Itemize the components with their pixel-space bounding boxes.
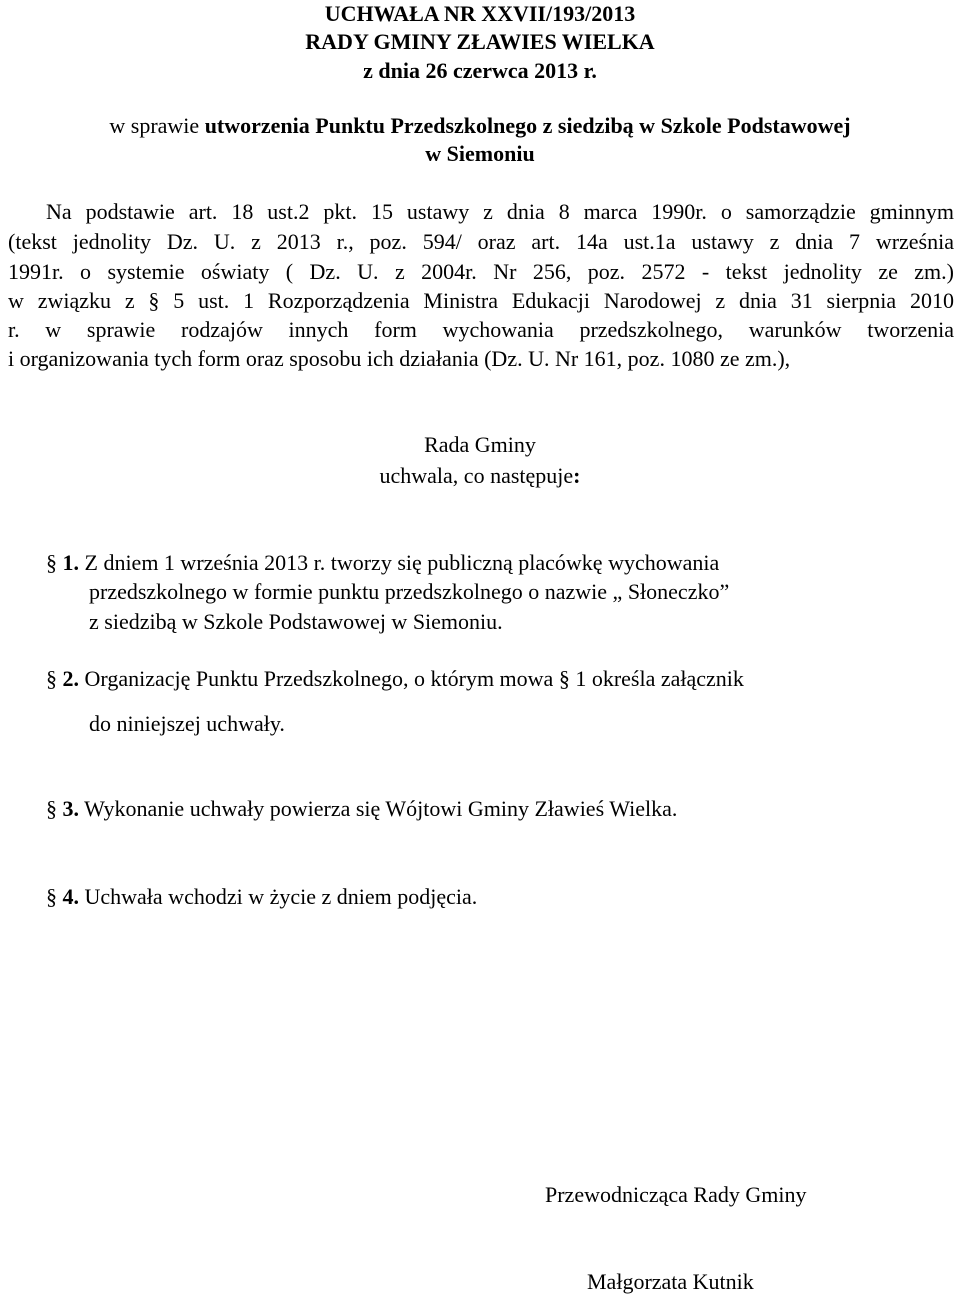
section-1: [46, 549, 719, 577]
resolution-number: UCHWAŁA NR XXVII/193/2013: [324, 1, 636, 26]
section-sign: §: [46, 796, 57, 821]
resolution-date: z dnia 26 czerwca 2013 r.: [363, 58, 597, 83]
council-label: Rada Gminy: [424, 432, 536, 457]
section-text: Z dniem 1 września 2013 r. tworzy się publiczną placówkę wychowania: [84, 550, 720, 575]
legal-basis-line: i organizowania tych form oraz sposobu ich działania (Dz. U. Nr 161, poz. 1080 ze zm.),: [8, 346, 791, 371]
section-number: 4.: [62, 884, 79, 909]
section-text: do niniejszej uchwały.: [89, 711, 285, 736]
legal-basis-line: w związku z § 5 ust. 1 Rozporządzenia Ministra Edukacji Narodowej z dnia 31 sierpnia 2010: [8, 288, 954, 313]
subject-title-part2: w Siemoniu: [425, 141, 535, 166]
section-text: przedszkolnego w formie punktu przedszkolnego o nazwie „ Słoneczko”: [89, 579, 730, 604]
section-2: [46, 665, 744, 693]
section-4: [46, 883, 477, 911]
section-number: 1.: [62, 550, 79, 575]
section-sign: §: [46, 884, 57, 909]
enacts-text: uchwala, co następuje: [379, 463, 574, 488]
section-3: [46, 795, 677, 823]
section-number: 2.: [62, 666, 79, 691]
subject-prefix: w sprawie: [109, 113, 205, 138]
legal-basis-line: 1991r. o systemie oświaty ( Dz. U. z 2004r. Nr 256, poz. 2572 - tekst jednolity ze zm.): [8, 259, 954, 284]
section-number: 3.: [62, 796, 79, 821]
section-sign: §: [46, 666, 57, 691]
signature-name: Małgorzata Kutnik: [587, 1269, 754, 1294]
legal-basis-line: Na podstawie art. 18 ust.2 pkt. 15 ustawy z dnia 8 marca 1990r. o samorządzie gminnym: [46, 199, 954, 224]
section-text: Wykonanie uchwały powierza się Wójtowi Gminy Zławieś Wielka.: [84, 796, 678, 821]
enacts-line: [0, 462, 960, 490]
council-name: RADY GMINY ZŁAWIES WIELKA: [305, 29, 655, 54]
subject-line: [0, 112, 960, 140]
section-text: Organizację Punktu Przedszkolnego, o którym mowa § 1 określa załącznik: [84, 666, 744, 691]
legal-basis-line: r. w sprawie rodzajów innych form wychowania przedszkolnego, warunków tworzenia: [8, 317, 954, 342]
enacts-colon: :: [573, 463, 581, 488]
subject-title-part1: utworzenia Punktu Przedszkolnego z siedzibą w Szkole Podstawowej: [204, 113, 851, 138]
legal-basis-line: (tekst jednolity Dz. U. z 2013 r., poz. 594/ oraz art. 14a ust.1a ustawy z dnia 7 września: [8, 229, 954, 254]
section-sign: §: [46, 550, 57, 575]
section-text: z siedzibą w Szkole Podstawowej w Siemoniu.: [89, 609, 503, 634]
signature-title: Przewodnicząca Rady Gminy: [545, 1182, 807, 1207]
section-text: Uchwała wchodzi w życie z dniem podjęcia.: [84, 884, 478, 909]
